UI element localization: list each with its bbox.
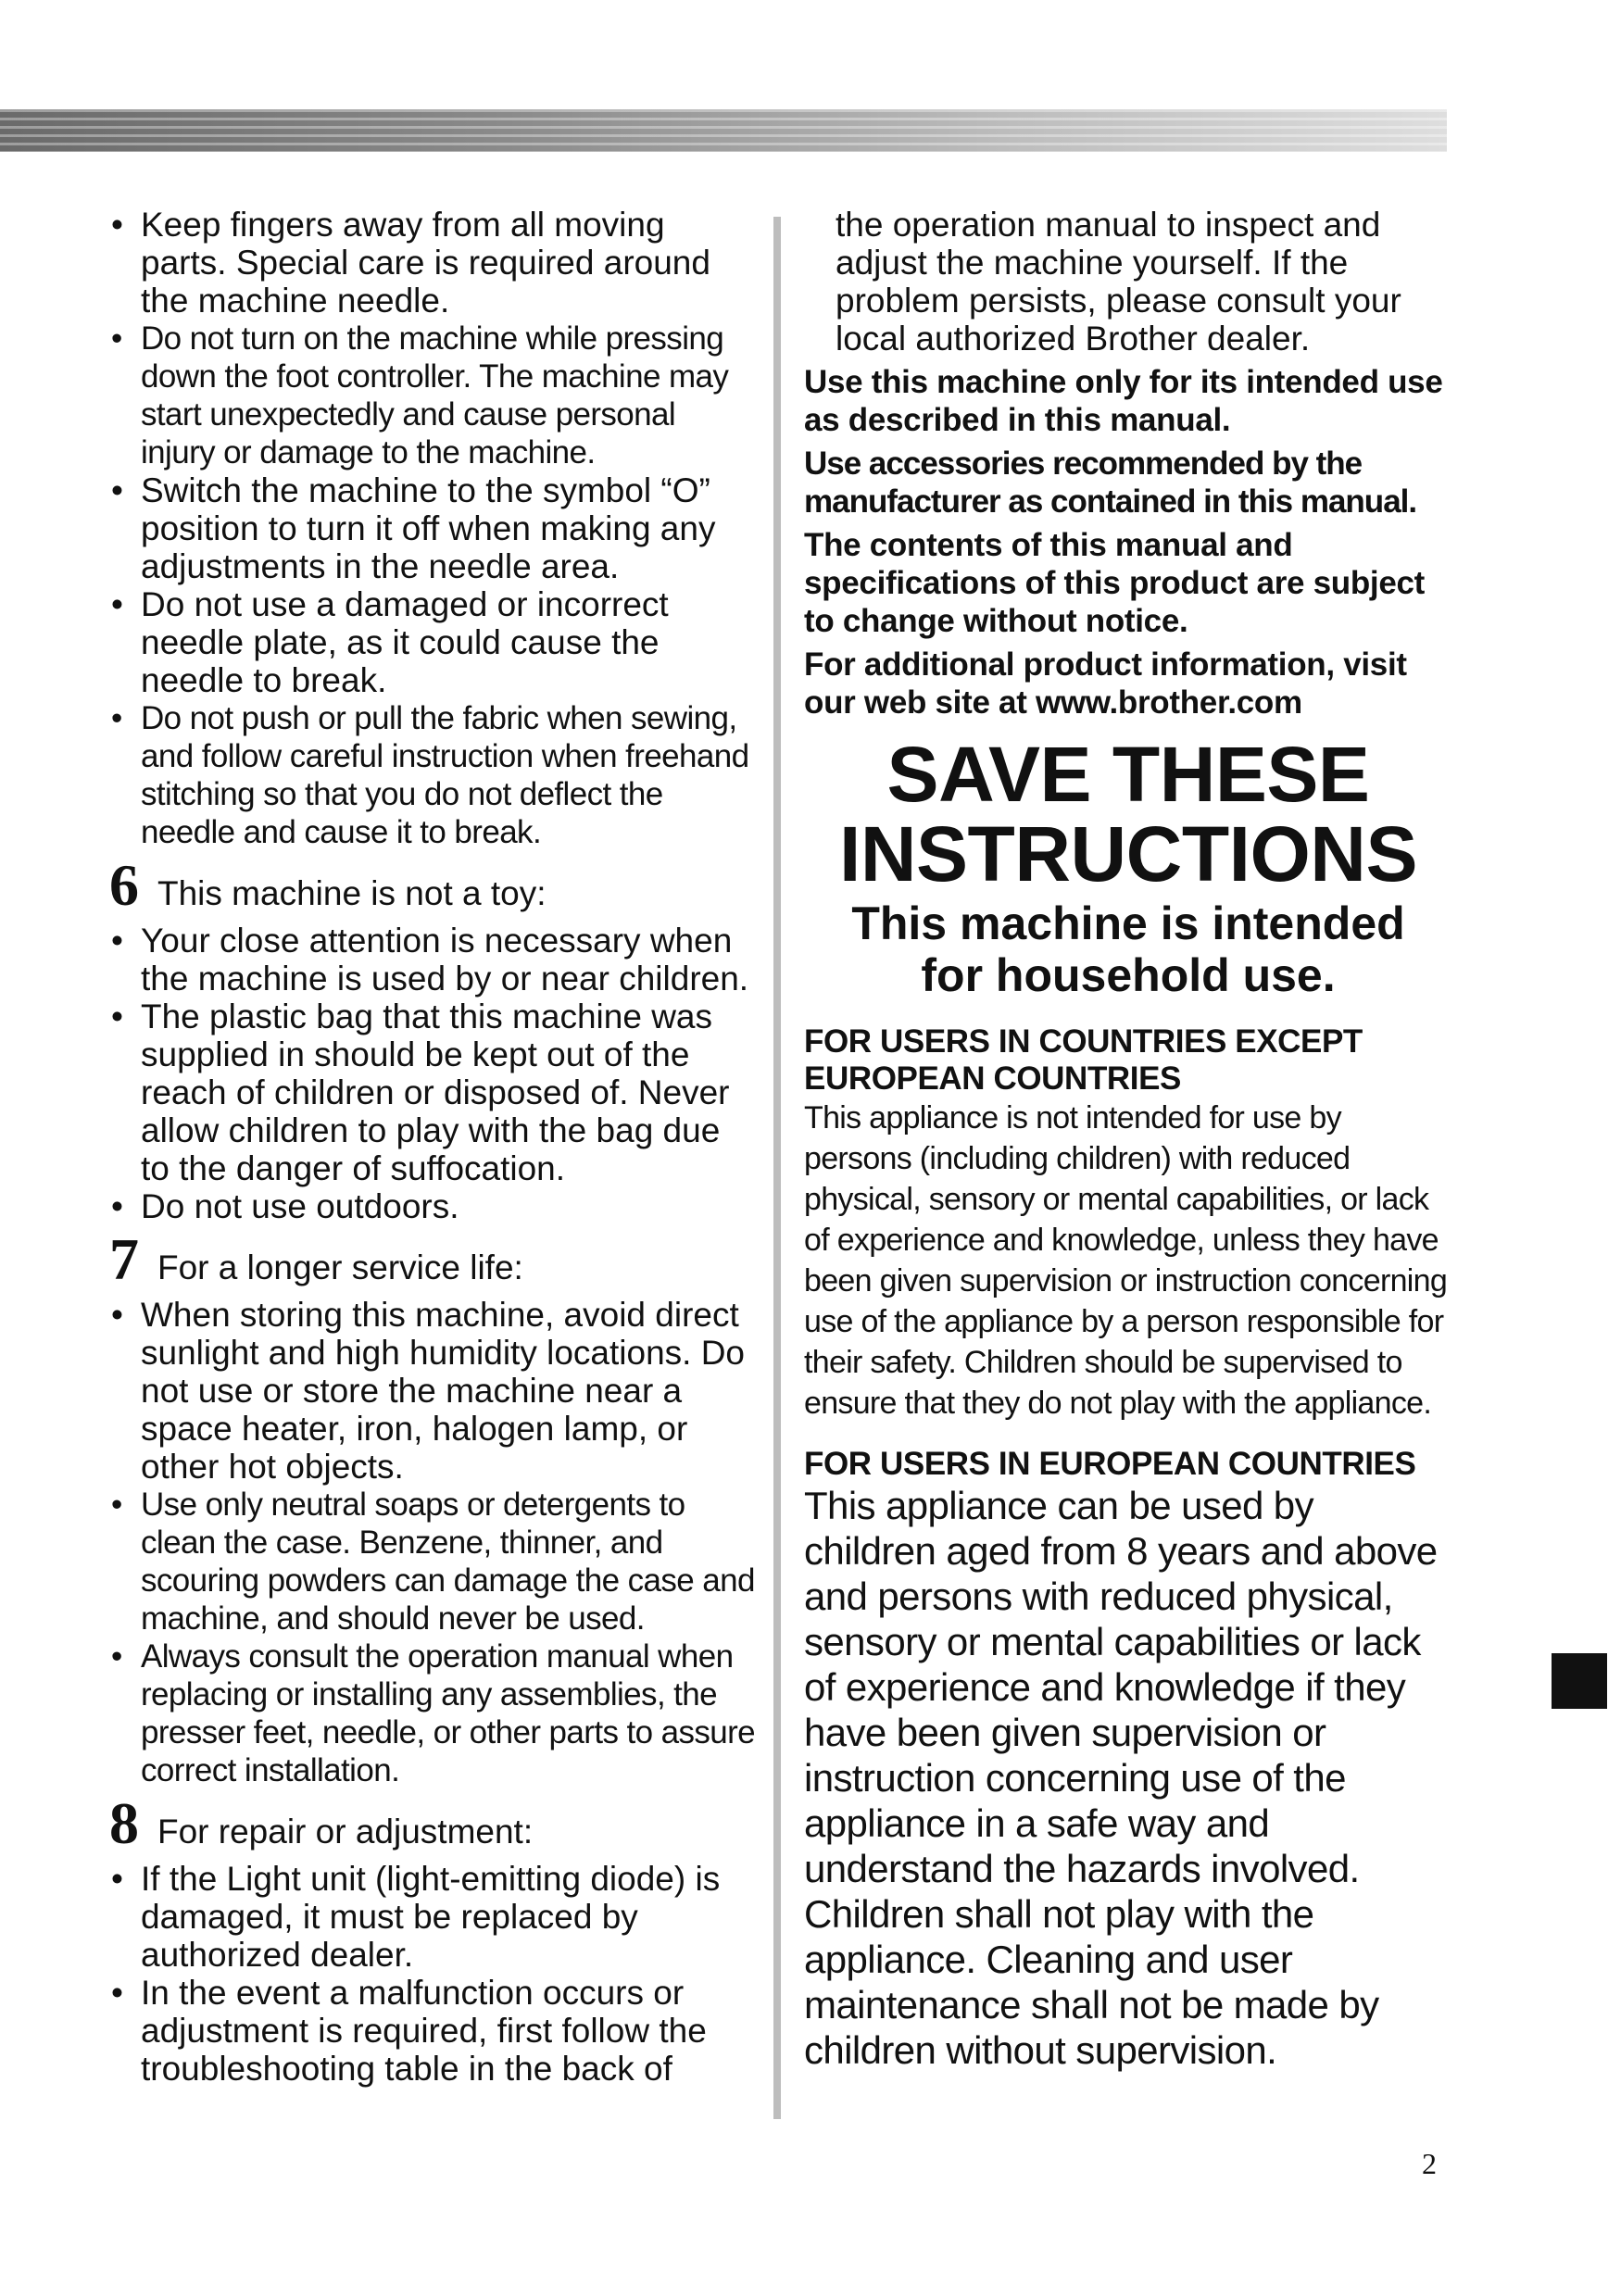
bullet-icon: • <box>111 585 123 623</box>
non-eu-body: This appliance is not intended for use by persons (including children) with reduced physical, sensory or mental capabilities, or lack of experience and knowledge, unless they have been given supervision or instruction concerning use of the appliance by a person responsible for their safety. Children should be supervised to ensure that they do not play with the appliance. <box>804 1100 1448 1421</box>
section-label: For repair or adjustment: <box>157 1813 534 1851</box>
continuation-text: the operation manual to inspect and adjust the machine yourself. If the problem persists, please consult your local authorized Brother dealer. <box>836 206 1401 358</box>
section-tab-marker <box>1552 1653 1607 1709</box>
notice-website: For additional product information, visit our web site at www.brother.com <box>804 646 1407 721</box>
list-item: • Use only neutral soaps or detergents to clean the case. Benzene, thinner, and scouring powders can damage the case and machine, and should never be used. <box>111 1487 755 1637</box>
section-label: For a longer service life: <box>157 1248 523 1286</box>
notice-specifications: The contents of this manual and specifications of this product are subject to change without notice. <box>804 527 1426 639</box>
right-column <box>804 206 1452 2073</box>
section-7-list <box>109 1296 758 1789</box>
section-number: 8 <box>109 1790 139 1856</box>
household-use-subtitle: This machine is intended for household use. <box>851 897 1405 1001</box>
section-6-heading <box>109 852 758 918</box>
section-6-list <box>109 922 758 1225</box>
section-7-heading <box>109 1226 758 1292</box>
section-number: 7 <box>109 1226 139 1292</box>
bullet-icon: • <box>111 1974 123 2012</box>
list-item: • Keep fingers away from all moving parts. Special care is required around the machine needle. <box>111 206 710 320</box>
eu-body: This appliance can be used by children aged from 8 years and above and persons with reduced physical, sensory or mental capabilities or lack of experience and knowledge if they have been given supervision or instruction concerning use of the appliance in a safe way and understand the hazards involved. Children shall not play with the appliance. Cleaning and user maintenance shall not be made by children without supervision. <box>804 1484 1438 2072</box>
bullet-icon: • <box>111 1487 122 1523</box>
list-item: • The plastic bag that this machine was supplied in should be kept out of the reach of children or disposed of. Never allow children to play with the bag due to the danger of suffocation. <box>111 997 730 1187</box>
list-item: • Switch the machine to the symbol “O” position to turn it off when making any adjustments in the needle area. <box>111 471 716 585</box>
list-item: • Always consult the operation manual when replacing or installing any assemblies, the presser feet, needle, or other parts to assure correct installation. <box>111 1638 756 1788</box>
list-item: • Do not use outdoors. <box>111 1187 459 1225</box>
page-number: 2 <box>1422 2147 1437 2180</box>
notice-accessories: Use accessories recommended by the manufacturer as contained in this manual. <box>804 445 1417 520</box>
section-number: 6 <box>109 852 139 918</box>
bullet-icon: • <box>111 1860 123 1898</box>
bullet-icon: • <box>111 1638 122 1675</box>
list-item: • Do not push or pull the fabric when sewing, and follow careful instruction when freehand stitching so that you do not deflect the needle and cause it to break. <box>111 700 749 850</box>
eu-heading: FOR USERS IN EUROPEAN COUNTRIES <box>804 1446 1416 1482</box>
list-item: • Do not turn on the machine while pressing down the foot controller. The machine may start unexpectedly and cause personal injury or damage to the machine. <box>111 320 729 470</box>
header-decorative-bar <box>0 109 1447 152</box>
list-item: • If the Light unit (light-emitting diode) is damaged, it must be replaced by authorized dealer. <box>111 1860 721 1974</box>
bullet-icon: • <box>111 922 123 960</box>
bullet-icon: • <box>111 471 123 509</box>
non-eu-heading: FOR USERS IN COUNTRIES EXCEPT EUROPEAN COUNTRIES <box>804 1023 1363 1097</box>
left-column <box>109 206 758 2088</box>
list-item: • In the event a malfunction occurs or adjustment is required, first follow the troubleshooting table in the back of <box>111 1974 707 2088</box>
bullet-icon: • <box>111 320 122 357</box>
section-8-heading <box>109 1790 758 1856</box>
section-label: This machine is not a toy: <box>157 874 547 912</box>
section-8-list <box>109 1860 758 2088</box>
list-item: • Do not use a damaged or incorrect needle plate, as it could cause the needle to break. <box>111 585 669 699</box>
bullet-icon: • <box>111 1296 123 1334</box>
bullet-icon: • <box>111 1187 123 1225</box>
bullet-icon: • <box>111 997 123 1035</box>
list-item: • When storing this machine, avoid direct sunlight and high humidity locations. Do not use or store the machine near a space heater, iron, halogen lamp, or other hot objects. <box>111 1296 745 1486</box>
bullet-list-block1 <box>109 206 758 851</box>
save-instructions-title: SAVE THESE INSTRUCTIONS <box>839 731 1417 897</box>
bullet-icon: • <box>111 700 122 736</box>
list-item: • Your close attention is necessary when the machine is used by or near children. <box>111 922 749 997</box>
notice-intended-use: Use this machine only for its intended use as described in this manual. <box>804 364 1443 438</box>
bullet-icon: • <box>111 206 123 244</box>
column-divider <box>773 217 781 2119</box>
